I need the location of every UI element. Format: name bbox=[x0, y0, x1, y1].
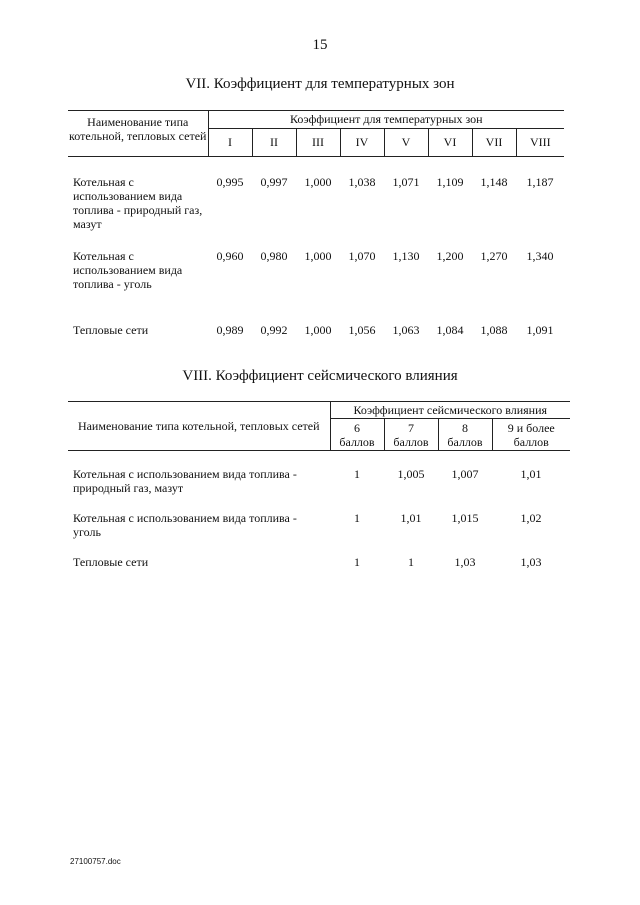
cell-value: 1,056 bbox=[348, 323, 376, 337]
cell-value: 0,980 bbox=[260, 249, 288, 263]
cell-value: 1,000 bbox=[304, 323, 332, 337]
cell-value: 1,000 bbox=[304, 175, 332, 189]
cell-value: 1,270 bbox=[480, 249, 508, 263]
cell-value: 1,084 bbox=[436, 323, 464, 337]
zone-header: VIII bbox=[516, 129, 564, 157]
cell-value: 1 bbox=[354, 467, 360, 481]
magnitude-header bbox=[492, 419, 570, 451]
cell-value: 1,005 bbox=[397, 467, 425, 481]
cell-value: 1 bbox=[408, 555, 414, 569]
cell-value: 1,01 bbox=[520, 467, 542, 481]
cell-value: 0,997 bbox=[260, 175, 288, 189]
magnitude-number: 6 bbox=[354, 420, 360, 435]
row-name: Котельная с использованием вида топлива - уголь bbox=[73, 249, 183, 291]
table-row bbox=[68, 319, 564, 353]
zone-header: II bbox=[252, 129, 296, 157]
seismic-coefficient-table bbox=[68, 401, 570, 599]
magnitude-unit: баллов bbox=[513, 434, 549, 449]
cell-value: 1,000 bbox=[304, 249, 332, 263]
zone-header: I bbox=[208, 129, 252, 157]
magnitude-unit: баллов bbox=[447, 434, 483, 449]
document-filename: 27100757.doc bbox=[70, 857, 121, 866]
magnitude-unit: баллов bbox=[393, 434, 429, 449]
zone-group-header: Коэффициент для температурных зон bbox=[208, 111, 564, 129]
row-name: Тепловые сети bbox=[73, 555, 149, 569]
cell-value: 1,130 bbox=[392, 249, 420, 263]
cell-value: 0,992 bbox=[260, 323, 288, 337]
section-title-temperature-zones: VII. Коэффициент для температурных зон bbox=[185, 76, 455, 92]
zone-header: IV bbox=[340, 129, 384, 157]
cell-value: 1,091 bbox=[526, 323, 554, 337]
cell-value: 1 bbox=[354, 511, 360, 525]
magnitude-header bbox=[384, 419, 438, 451]
cell-value: 1,007 bbox=[451, 467, 479, 481]
cell-value: 1,187 bbox=[526, 175, 554, 189]
cell-value: 1,070 bbox=[348, 249, 376, 263]
cell-value: 1,088 bbox=[480, 323, 508, 337]
seismic-group-header: Коэффициент сейсмического влияния bbox=[330, 402, 570, 419]
zone-header: VII bbox=[472, 129, 516, 157]
row-name: Котельная с использованием вида топлива - природный газ, мазут bbox=[73, 467, 297, 495]
temperature-zone-table bbox=[68, 110, 564, 353]
magnitude-unit: баллов bbox=[339, 434, 375, 449]
zone-header: III bbox=[296, 129, 340, 157]
zone-header: VI bbox=[428, 129, 472, 157]
name-column-header: Наименование типа котельной, тепловых сетей bbox=[68, 402, 330, 451]
magnitude-number: 8 bbox=[462, 420, 468, 435]
table-row bbox=[68, 171, 564, 245]
cell-value: 0,995 bbox=[216, 175, 244, 189]
cell-value: 1,148 bbox=[480, 175, 508, 189]
cell-value: 1,01 bbox=[400, 511, 422, 525]
cell-value: 1,063 bbox=[392, 323, 420, 337]
magnitude-number: 9 и более bbox=[507, 420, 555, 435]
row-name: Котельная с использованием вида топлива - природный газ, мазут bbox=[73, 175, 203, 231]
name-column-header: Наименование типа котельной, тепловых сетей bbox=[68, 111, 208, 157]
cell-value: 1,340 bbox=[526, 249, 554, 263]
magnitude-number: 7 bbox=[408, 420, 414, 435]
row-name: Тепловые сети bbox=[73, 323, 149, 337]
cell-value: 1,03 bbox=[520, 555, 542, 569]
cell-value: 1,03 bbox=[454, 555, 476, 569]
section-title-seismic: VIII. Коэффициент сейсмического влияния bbox=[182, 368, 458, 384]
cell-value: 1,015 bbox=[451, 511, 479, 525]
table-row bbox=[68, 245, 564, 319]
cell-value: 1,038 bbox=[348, 175, 376, 189]
table-row bbox=[68, 467, 570, 511]
table-row bbox=[68, 555, 570, 599]
cell-value: 1 bbox=[354, 555, 360, 569]
cell-value: 1,109 bbox=[436, 175, 464, 189]
cell-value: 1,200 bbox=[436, 249, 464, 263]
magnitude-header bbox=[330, 419, 384, 451]
cell-value: 0,989 bbox=[216, 323, 244, 337]
zone-header: V bbox=[384, 129, 428, 157]
cell-value: 1,071 bbox=[392, 175, 420, 189]
cell-value: 1,02 bbox=[520, 511, 542, 525]
table-row bbox=[68, 511, 570, 555]
row-name: Котельная с использованием вида топлива - уголь bbox=[73, 511, 297, 539]
cell-value: 0,960 bbox=[216, 249, 244, 263]
page-number: 15 bbox=[312, 37, 328, 53]
magnitude-header bbox=[438, 419, 492, 451]
